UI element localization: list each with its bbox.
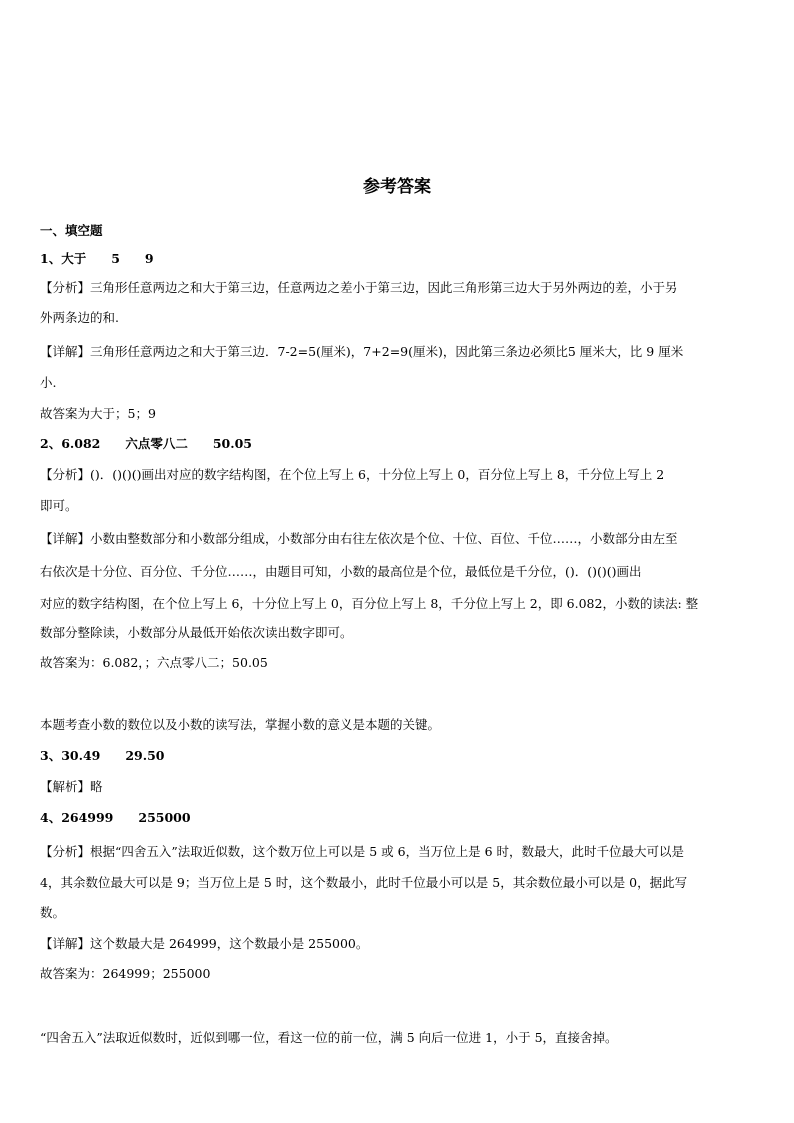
q2-analysis-line2: 即可。 (40, 498, 78, 513)
q1-detail-line2: 小. (40, 375, 57, 390)
section-heading: 一、填空题 (40, 223, 103, 238)
q3-answer: 3、30.49 29.50 (40, 748, 165, 763)
q4-analysis-line2: 4，其余数位最大可以是 9；当万位上是 5 时，这个数最小，此时千位最小可以是 5，其余数位最小可以是 0，据此写 (40, 875, 688, 890)
q3-analysis: 【解析】略 (40, 779, 103, 794)
q2-analysis-line1: 【分析】()．()()()画出对应的数字结构图，在个位上写上 6，十分位上写上 0，百分位上写上 8，千分位上写上 2 (40, 467, 665, 482)
q1-answer: 1、大于 5 9 (40, 251, 154, 266)
q4-analysis-line1: 【分析】根据“四舍五入”法取近似数，这个数万位上可以是 5 或 6，当万位上是 6 时，数最大，此时千位最大可以是 (40, 844, 685, 859)
q4-analysis-line3: 数。 (40, 905, 66, 920)
q1-analysis-line2: 外两条边的和. (40, 310, 119, 325)
q2-note: 本题考查小数的数位以及小数的读写法，掌握小数的意义是本题的关键。 (40, 717, 441, 732)
q2-detail-line3: 对应的数字结构图，在个位上写上 6，十分位上写上 0，百分位上写上 8，千分位上写上 2，即 6.082，小数的读法: 整 (40, 596, 699, 611)
q2-detail-line2: 右依次是十分位、百分位、千分位……，由题目可知，小数的最高位是个位，最低位是千分位，()．()()()画出 (40, 564, 642, 579)
q1-final-answer: 故答案为大于；5；9 (40, 406, 156, 421)
q2-final-answer: 故答案为：6.082，；六点零八二；50.05 (40, 655, 268, 670)
q1-detail-line1: 【详解】三角形任意两边之和大于第三边．7-2=5(厘米)，7+2=9(厘米)，因此第三条边必须比5 厘米大，比 9 厘米 (40, 344, 684, 359)
q4-detail: 【详解】这个数最大是 264999，这个数最小是 255000。 (40, 936, 369, 951)
page-title: 参考答案 (363, 177, 431, 197)
q2-answer: 2、6.082 六点零八二 50.05 (40, 436, 252, 451)
q4-note: “四舍五入”法取近似数时，近似到哪一位，看这一位的前一位，满 5 向后一位进 1，小于 5，直接舍掉。 (40, 1030, 618, 1045)
q4-final-answer: 故答案为：264999；255000 (40, 966, 211, 981)
q1-analysis-line1: 【分析】三角形任意两边之和大于第三边，任意两边之差小于第三边，因此三角形第三边大于另外两边的差，小于另 (40, 280, 678, 295)
q2-detail-line1: 【详解】小数由整数部分和小数部分组成，小数部分由右往左依次是个位、十位、百位、千位……，小数部分由左至 (40, 531, 678, 546)
q2-detail-line4: 数部分整除读，小数部分从最低开始依次读出数字即可。 (40, 625, 353, 640)
q4-answer: 4、264999 255000 (40, 810, 191, 825)
